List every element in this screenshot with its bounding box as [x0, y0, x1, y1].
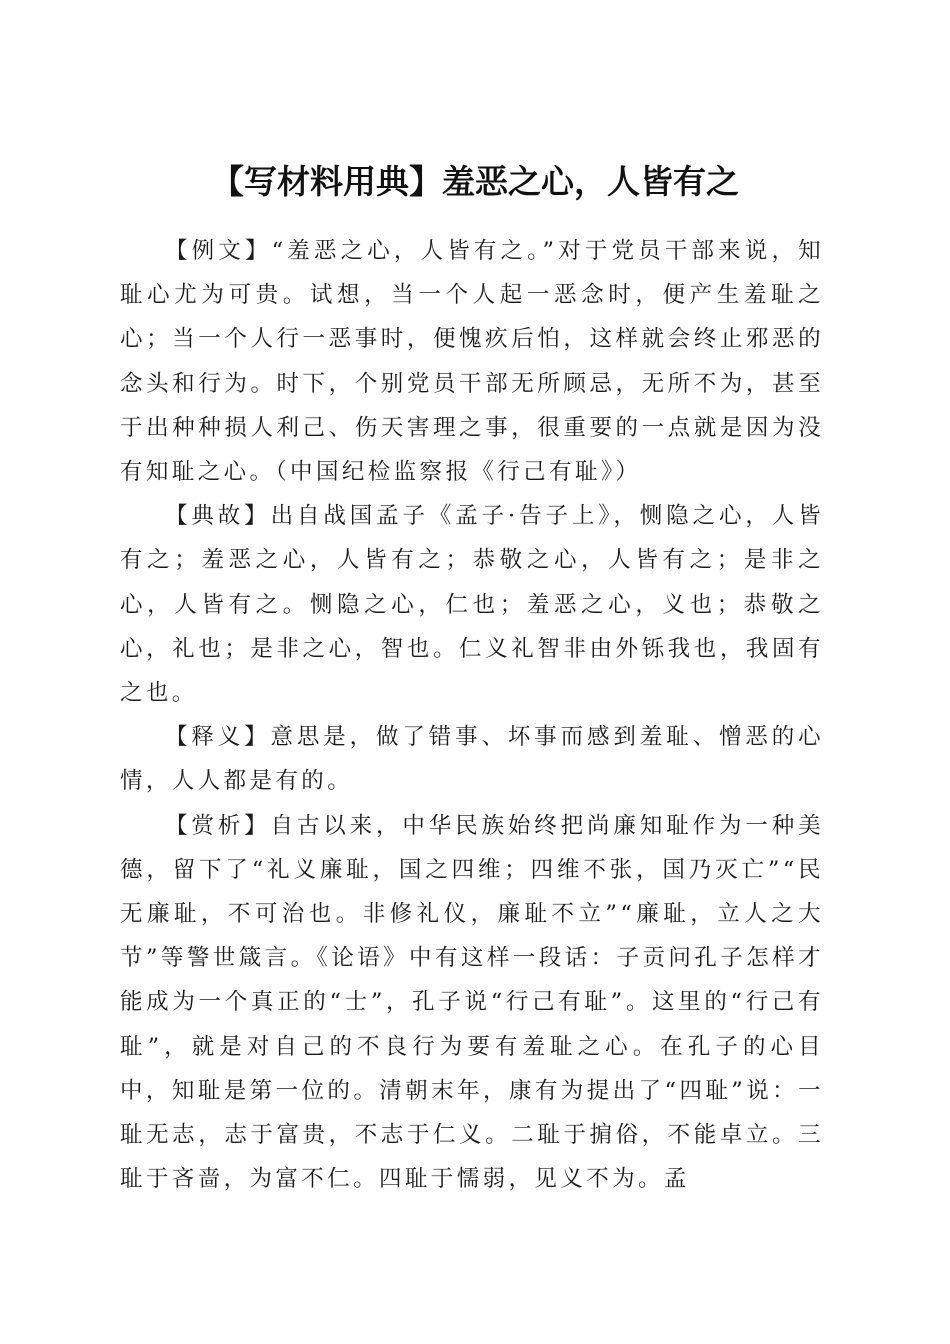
paragraph-text: “羞恶之心，人皆有之。”对于党员干部来说，知耻心尤为可贵。试想，当一个人起一恶念时，便产生羞耻之心；当一个人行一恶事时，便愧疚后怕，这样就会终止邪恶的念头和行为。时下，个别党员干部无所顾忌，无所不为，甚至于出种种损人利己、伤天害理之事，很重要的一点就是因为没有知耻之心。（中国纪检监察报《行己有耻》） — [120, 238, 824, 486]
paragraph-tag: 【例文】 — [165, 238, 272, 264]
paragraph-example — [120, 229, 824, 494]
paragraph-text: 自古以来，中华民族始终把尚廉知耻作为一种美德，留下了“礼义廉耻，国之四维；四维不张，国乃灭亡”“民无廉耻，不可治也。非修礼仪，廉耻不立”“廉耻，立人之大节”等警世箴言。《论语》中有这样一段话：子贡问孔子怎样才能成为一个真正的“士”，孔子说“行己有耻”。这里的“行己有耻”，就是对自己的不良行为要有羞耻之心。在孔子的心目中，知耻是第一位的。清朝末年，康有为提出了“四耻”说：一耻无志，志于富贵，不志于仁义。二耻于掮俗，不能卓立。三耻于吝啬，为富不仁。四耻于懦弱，见义不为。孟 — [120, 812, 824, 1193]
document-title: 【写材料用典】羞恶之心，人皆有之 — [211, 162, 739, 202]
paragraph-tag: 【释义】 — [165, 724, 271, 751]
paragraph-meaning — [120, 715, 824, 803]
paragraph-text: 意思是，做了错事、坏事而感到羞耻、憎恶的心情，人人都是有的。 — [120, 724, 824, 795]
paragraph-appreciation — [120, 804, 824, 1202]
paragraph-allusion — [120, 494, 824, 715]
paragraph-tag: 【典故】 — [165, 503, 271, 530]
paragraph-tag: 【赏析】 — [165, 812, 271, 839]
document-body — [120, 229, 824, 1201]
paragraph-text: 出自战国孟子《孟子·告子上》，恻隐之心，人皆有之；羞恶之心，人皆有之；恭敬之心，人皆有之；是非之心，人皆有之。恻隐之心，仁也；羞恶之心，义也；恭敬之心，礼也；是非之心，智也。仁义礼智非由外铄我也，我固有之也。 — [120, 503, 825, 707]
